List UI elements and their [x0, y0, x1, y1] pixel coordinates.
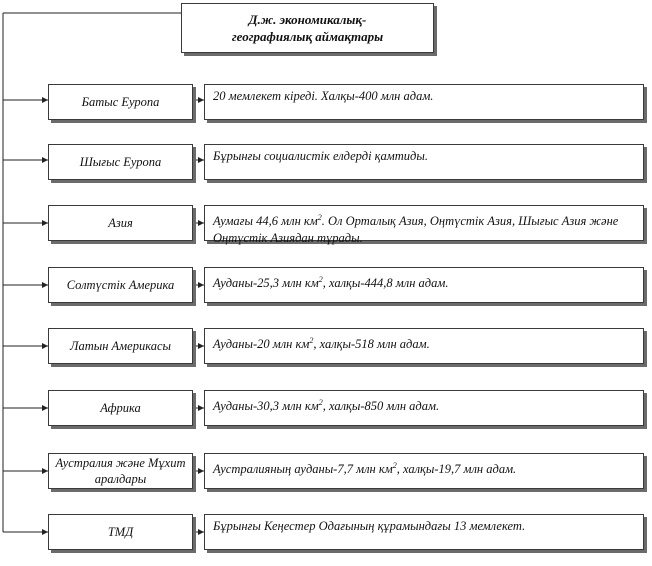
region-box-cis	[48, 514, 193, 550]
region-desc-text: Ауданы-30,3 млн $км^2$, халқы-850 млн адам.	[213, 398, 440, 414]
title-line-1: Д.ж. экономикалық-	[248, 12, 367, 27]
region-desc-text: Аустралияның ауданы-7,7 млн $км^2$, халқы-19,7 млн адам.	[213, 461, 517, 477]
region-name: Солтүстік Америка	[66, 278, 175, 292]
region-box-africa	[48, 390, 193, 426]
region-desc-asia	[204, 205, 644, 246]
region-desc-australia-oceania	[204, 453, 644, 489]
region-desc-africa	[204, 390, 644, 426]
region-name: Африка	[100, 401, 141, 415]
region-desc-cis	[204, 514, 644, 550]
region-desc-text: Бұрынғы социалистік елдерді қамтиды.	[213, 149, 428, 163]
region-desc-text: Ауданы-20 млн $км^2$, халқы-518 млн адам.	[213, 336, 430, 352]
region-desc-text: Бұрынғы Кеңестер Одағының құрамындағы 13 мемлекет.	[213, 519, 526, 533]
region-desc-text: 20 мемлекет кіреді. Халқы-400 млн адам.	[213, 89, 434, 103]
region-name: Шығыс Еуропа	[79, 155, 162, 169]
region-desc-text: Ауданы-25,3 млн $км^2$, халқы-444,8 млн адам.	[213, 275, 449, 291]
region-desc-north-america	[204, 267, 644, 303]
region-box-western-europe	[48, 84, 193, 120]
region-name: ТМД	[107, 525, 134, 539]
region-box-asia	[48, 205, 193, 241]
region-box-australia-oceania	[48, 453, 193, 489]
region-name: Латын Америкасы	[70, 339, 171, 353]
region-name: Батыс Еуропа	[81, 95, 160, 109]
region-name: Аустралия және Мұхит аралдары	[55, 456, 186, 486]
region-desc-latin-america	[204, 328, 644, 364]
region-name: Азия	[108, 216, 133, 230]
diagram-title-box	[181, 3, 434, 53]
region-box-latin-america	[48, 328, 193, 364]
region-box-north-america	[48, 267, 193, 303]
region-desc-western-europe	[204, 84, 644, 120]
region-desc-text: Аумағы 44,6 млн $км^2$. Ол Орталық Азия, Оңтүстік Азия, Шығыс Азия және Оңтүстік Азиядан тұрады.	[213, 213, 619, 246]
region-box-eastern-europe	[48, 144, 193, 180]
title-line-2: географиялық аймақтары	[231, 29, 384, 44]
region-desc-eastern-europe	[204, 144, 644, 180]
